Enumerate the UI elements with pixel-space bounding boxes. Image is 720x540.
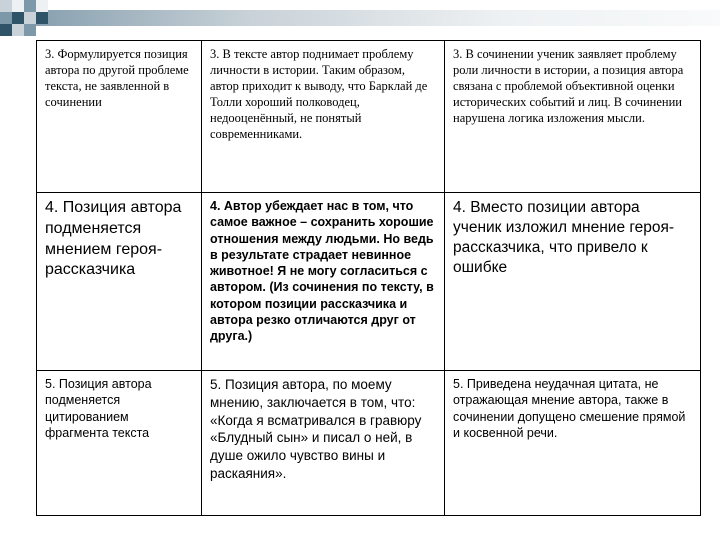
mosaic-square xyxy=(36,12,48,24)
table-cell: 3. В тексте автор поднимает проблему личности в истории. Таким образом, автор приходит к выводу, что Барклай де Толли хороший полководец, недооценённый, не понятый современниками. xyxy=(202,41,445,193)
table-cell: 3. В сочинении ученик заявляет проблему роли личности в истории, а позиция автора связана с проблемой объективной оценки исторических событий и лиц. В сочинении нарушена логика изложения мысли. xyxy=(445,41,701,193)
mosaic-square xyxy=(0,0,12,12)
comparison-table xyxy=(36,40,701,516)
mosaic-square xyxy=(24,12,36,24)
mosaic-square xyxy=(12,12,24,24)
mosaic-square xyxy=(12,24,24,36)
mosaic-square xyxy=(0,24,12,36)
mosaic-square xyxy=(36,0,48,12)
table-cell: 4. Позиция автора подменяется мнением героя-рассказчика xyxy=(37,193,202,371)
table-cell: 5. Позиция автора, по моему мнению, заключается в том, что: «Когда я всматривался в гравюру «Блудный сын» и писал о ней, в душе ожило чувство вины и раскаяния». xyxy=(202,371,445,516)
table-row xyxy=(37,193,701,371)
top-gradient-bar xyxy=(0,10,720,26)
table-row xyxy=(37,41,701,193)
table-cell: 3. Формулируется позиция автора по другой проблеме текста, не заявленной в сочинении xyxy=(37,41,202,193)
table-cell: 4. Автор убеждает нас в том, что самое важное – сохранить хорошие отношения между людьми. Но ведь в результате страдает невинное животное! Я не могу согласиться с автором. (Из сочинения по тексту, в котором позиции рассказчика и автора резко отличаются друг от друга.) xyxy=(202,193,445,371)
table-cell: 5. Позиция автора подменяется цитированием фрагмента текста xyxy=(37,371,202,516)
mosaic-square xyxy=(24,24,36,36)
mosaic-square xyxy=(12,0,24,12)
table-cell: 5. Приведена неудачная цитата, не отражающая мнение автора, также в сочинении допущено смешение прямой и косвенной речи. xyxy=(445,371,701,516)
mosaic-square xyxy=(0,12,12,24)
table-cell: 4. Вместо позиции автора ученик изложил мнение героя-рассказчика, что привело к ошибке xyxy=(445,193,701,371)
mosaic-square xyxy=(24,0,36,12)
table-row xyxy=(37,371,701,516)
